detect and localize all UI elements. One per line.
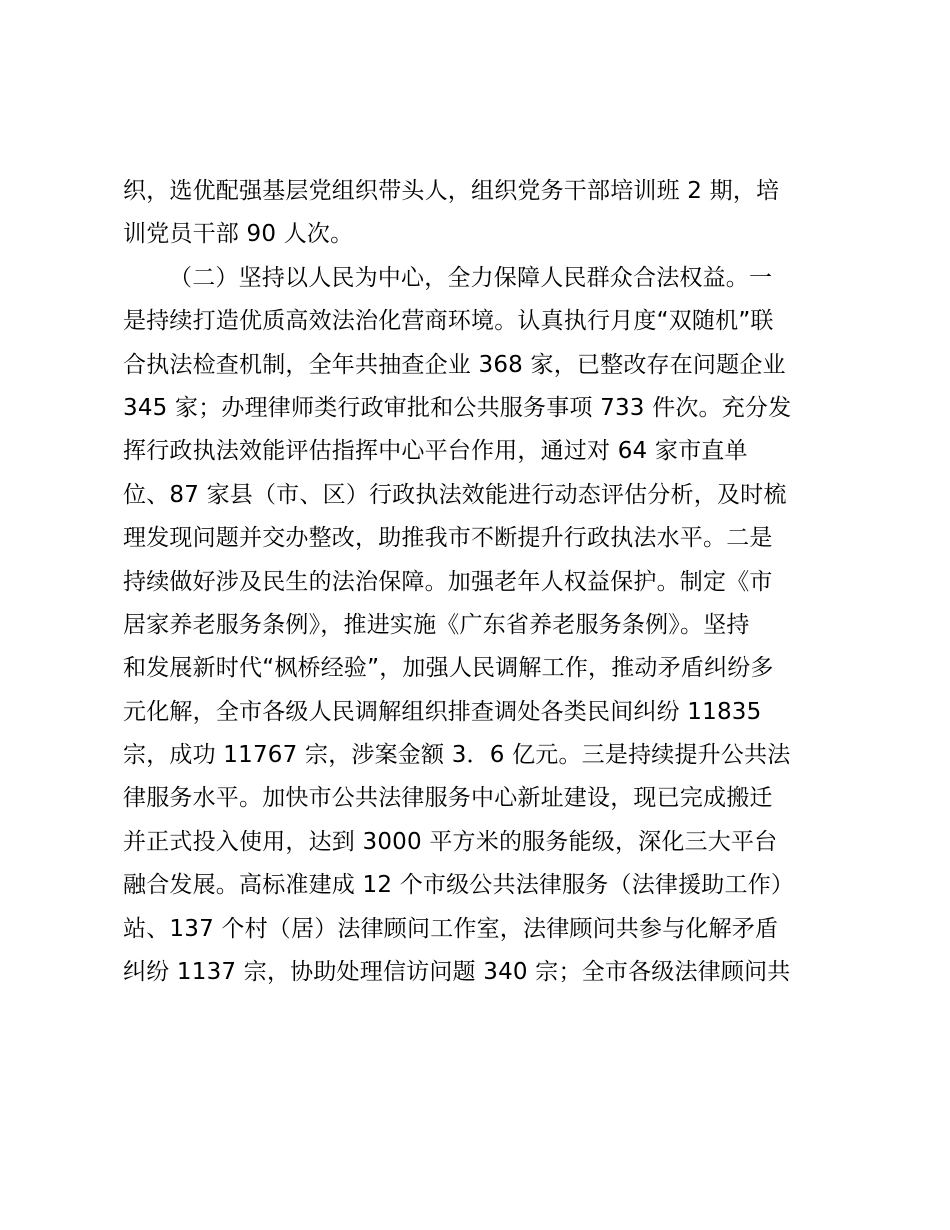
text-line-5: 合执法检查机制，全年共抽查企业 368 家，已整改存在问题企业 [123,351,786,378]
text-line-6: 345 家；办理律师类行政审批和公共服务事项 733 件次。充分发 [123,394,792,421]
text-line-10: 持续做好涉及民生的法治保障。加强老年人权益保护。制定《市 [123,568,773,595]
text-line-4: 是持续打造优质高效法治化营商环境。认真执行月度“双随机”联 [123,308,774,335]
text-line-2: 训党员干部 90 人次。 [123,221,354,248]
text-line-3: （二）坚持以人民为中心，全力保障人民群众合法权益。一 [169,264,773,291]
text-line-9: 理发现问题并交办整改，助推我市不断提升行政执法水平。二是 [123,525,773,552]
text-line-17: 融合发展。高标准建成 12 个市级公共法律服务（法律援助工作） [123,872,795,899]
text-line-15: 律服务水平。加快市公共法律服务中心新址建设，现已完成搬迁 [123,785,773,812]
text-line-7: 挥行政执法效能评估指挥中心平台作用，通过对 64 家市直单 [123,438,748,465]
text-line-13: 元化解，全市各级人民调解组织排查调处各类民间纠纷 11835 [123,698,762,725]
text-line-1: 织，选优配强基层党组织带头人，组织党务干部培训班 2 期，培 [123,178,780,204]
text-line-16: 并正式投入使用，达到 3000 平方米的服务能级，深化三大平台 [123,828,778,855]
text-line-14: 宗，成功 11767 宗，涉案金额 3．6 亿元。三是持续提升公共法 [123,742,791,769]
text-line-8: 位、87 家县（市、区）行政执法效能进行动态评估分析，及时梳 [123,481,787,508]
text-line-19: 纠纷 1137 宗，协助处理信访问题 340 宗；全市各级法律顾问共 [123,959,791,986]
text-line-11: 居家养老服务条例》，推进实施《广东省养老服务条例》。坚持 [123,611,750,638]
text-line-18: 站、137 个村（居）法律顾问工作室，法律顾问共参与化解矛盾 [123,915,779,942]
text-line-12: 和发展新时代“枫桥经验”，加强人民调解工作，推动矛盾纠纷多 [123,655,774,682]
document-text-body [123,170,835,994]
